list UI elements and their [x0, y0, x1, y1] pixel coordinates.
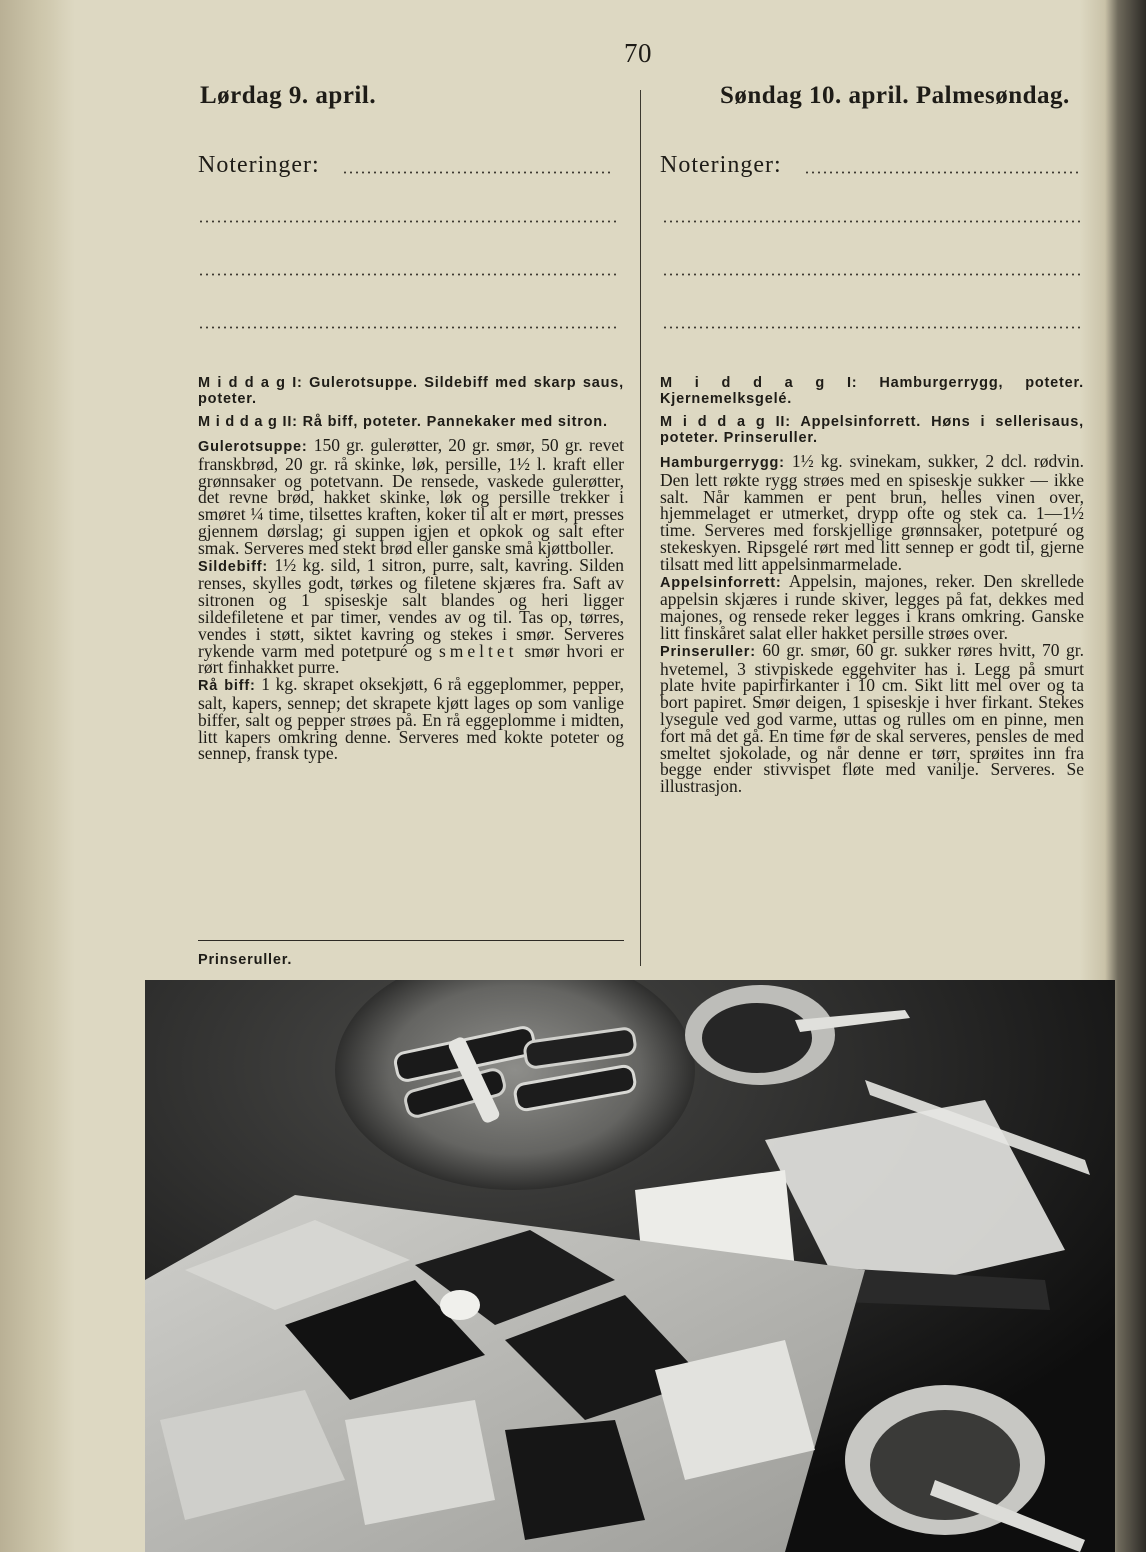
- left-notes-line-2: [198, 220, 616, 223]
- recipe-label: Rå biff:: [198, 678, 256, 695]
- left-recipe-gulerotsuppe: [198, 437, 624, 762]
- recipe-text: Appelsin, majones, reker. Den skrellede appelsin skjæres i runde skiver, legges på fat, dekkes med majones, og rensede reker legges i krans omkring. Ganske litt finskåret salat eller hakket persille strøes over.: [660, 570, 1084, 643]
- recipe-label: Sildebiff:: [198, 558, 269, 575]
- right-notes-line-2: [662, 220, 1082, 223]
- right-menu-2: M i d d a g II: Appelsinforrett. Høns i sellerisaus, poteter. Prinseruller.: [660, 414, 1084, 446]
- illustration-caption: Prinseruller.: [198, 952, 293, 968]
- section-rule: [198, 940, 624, 941]
- recipe-text: 150 gr. gulerøtter, 20 gr. smør, 50 gr. revet franskbrød, 20 gr. rå skinke, løk, persille, 1½ l. kraft eller grønnsaker og potetvann. De rensede, vaskede gulerøtter, det revne brød, hakket skinke, løk og persille trekker i smøret ¼ time, tilsettes kraften, koker til alt er mørt, presses gjennem dørslag; gi suppen igjen et opkok og salt efter smak. Serveres med stekt brød eller ganske små kjøttboller.: [198, 435, 624, 558]
- photo-illustration: [145, 980, 1115, 1552]
- right-day-title: Søndag 10. april. Palmesøndag.: [720, 82, 1070, 109]
- left-notes-label: Noteringer:: [198, 152, 320, 178]
- bowl-inside: [870, 1410, 1020, 1520]
- recipe-label: Gulerotsuppe:: [198, 439, 308, 455]
- right-recipe-hamburgerrygg: [660, 453, 1084, 795]
- left-notes-line-1: [342, 171, 614, 174]
- right-notes-label: Noteringer:: [660, 152, 782, 178]
- recipe-label: Hamburgerrygg:: [660, 455, 785, 471]
- page-number: 70: [624, 38, 652, 68]
- left-notes-line-3: [198, 273, 616, 276]
- recipe-label: Prinseruller:: [660, 643, 756, 660]
- left-recipes: [198, 375, 624, 768]
- food-photograph: [145, 980, 1115, 1552]
- recipe-text: 1½ kg. svinekam, sukker, 2 dcl. rødvin. Den lett røkte rygg strøes med en spiseskje sukker — ikke salt. Når kammen er pent brun, helles vinen over, hjemmelaget er utmerket, drypp ofte og stek ca. 1—1½ time. Serveres med forskjellige grønnsaker, potetpuré og stekeskyen. Ripsgelé rørt med litt sennep er godt til, gjerne tilsatt med litt appelsinmarmelade.: [660, 451, 1084, 574]
- right-notes-line-1: [804, 171, 1080, 174]
- recipe-label: Appelsinforrett:: [660, 574, 782, 591]
- right-menu-1: M i d d a g I: Hamburgerrygg, poteter. Kjernemelksgelé.: [660, 375, 1084, 407]
- page-gutter-shadow: [0, 0, 75, 1552]
- left-notes-line-4: [198, 326, 616, 329]
- recipe-emphasis: smeltet: [438, 640, 518, 661]
- left-day-title: Lørdag 9. april.: [200, 82, 377, 109]
- right-notes-line-3: [662, 273, 1082, 276]
- recipe-text: 1 kg. skrapet oksekjøtt, 6 rå eggeplommer, pepper, salt, kapers, sennep; det skrapete kjøtt lages op som vanlige biffer, salt og pepper strøes på. En rå eggeplomme i midten, litt kapers omkring denne. Serveres med kokte poteter og sennep, fransk type.: [198, 674, 624, 764]
- column-divider: [640, 90, 641, 966]
- jam: [702, 1003, 812, 1073]
- recipe-text: smør hvori er rørt finhakket purre.: [198, 640, 624, 678]
- right-notes-line-4: [662, 326, 1082, 329]
- right-recipes: [660, 375, 1084, 801]
- left-menu-2: M i d d a g II: Rå biff, poteter. Pannekaker med sitron.: [198, 414, 608, 430]
- recipe-text: 60 gr. smør, 60 gr. sukker røres hvitt, 70 gr. hvetemel, 3 stivpiskede eggehviter has i. Legg på smurt plate hvite papirfirkanter i 10 cm. Sikt litt mel over og ta bort papiret. Smør deigen, 1 spiseskje i hver firkant. Stekes lysegule ved god varme, uttas og rulles om en pinne, men fort må det gå. En time før de skal serveres, pensles de med smeltet sjokolade, og når denne er tørr, sprøites inn fra begge ender stivvispet fløte med vanilje. Serveres. Se illustrasjon.: [660, 639, 1084, 797]
- left-menu-1: M i d d a g I: Gulerotsuppe. Sildebiff med skarp saus, poteter.: [198, 375, 624, 407]
- recipe-text: 1½ kg. sild, 1 sitron, purre, salt, kavring. Silden renses, skylles godt, tørkes og filetene skjæres fra. Saft av sitronen og 1 spiseskje salt blandes og heri ligger sildefiletene et par timer, vendes av og til. Tas op, tørres, vendes i støtt, siktet kavring og stekes i smør. Serveres rykende varm med potetpuré og: [198, 554, 624, 661]
